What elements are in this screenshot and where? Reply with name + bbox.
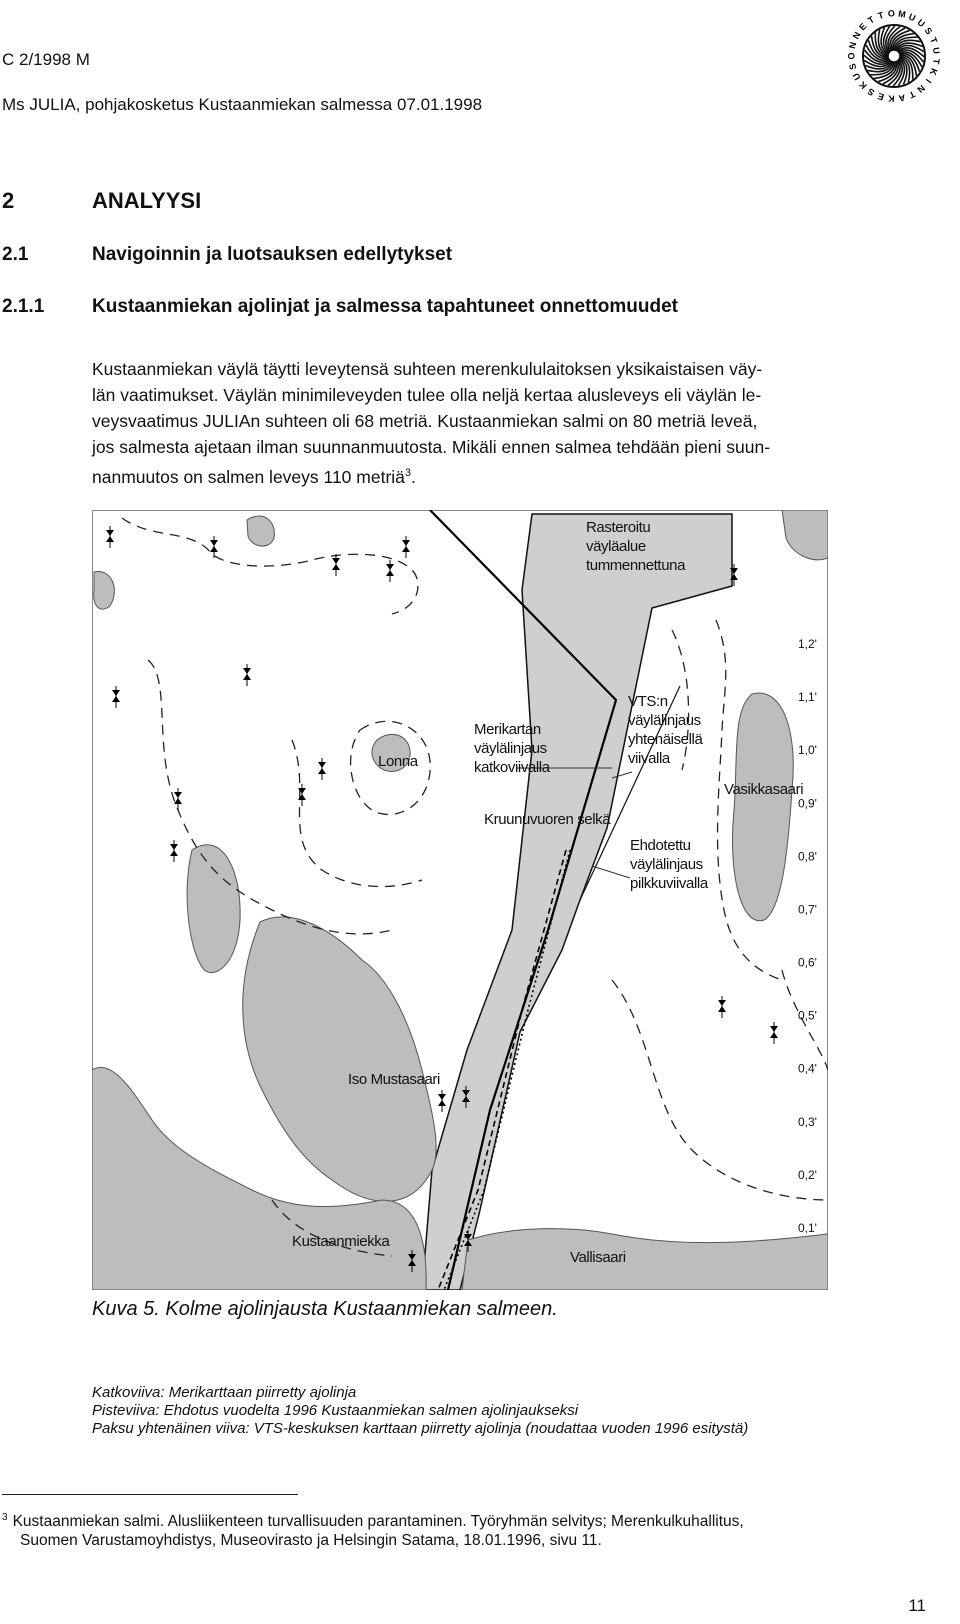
logo-letter: T [876,9,885,22]
scale-tick-label: 0,2' [798,1167,817,1182]
document-id: C 2/1998 M [2,50,90,69]
logo-letter: O [887,8,896,19]
logo-letter: T [907,88,917,101]
logo-letter: U [850,71,863,82]
map-label-meri-3: katkoviivalla [474,759,550,776]
body-line: län vaatimukset. Väylän minimileveyden tulee olla neljä kertaa alusleveys eli väylän le- [92,385,762,405]
map-label-ehd-2: väylälinjaus [630,856,703,873]
logo-letter: O [846,52,857,60]
caption-notes [92,1384,748,1438]
logo-letter: S [847,62,859,71]
scale-tick-label: 1,2' [798,637,817,651]
subsubsection-title: Kustaanmiekan ajolinjat ja salmessa tapahtuneet onnettomuudet [92,296,678,317]
logo-letter: M [897,8,907,20]
subsection-heading [0,244,800,270]
section-heading [0,188,400,218]
logo-letter: U [930,46,942,55]
caption-note: Katkoviiva: Merikarttaan piirretty ajolinja [92,1384,357,1401]
map-label-vallisaari: Vallisaari [570,1249,626,1266]
logo-letter: S [865,86,877,98]
body-paragraph [92,356,940,490]
footnote-line-2: Suomen Varustamoyhdistys, Museovirasto ja Helsingin Satama, 18.01.1996, sivu 11. [20,1532,602,1549]
footnote [2,1508,932,1550]
map-label-meri-1: Merikartan [474,721,541,738]
body-line: veysvaatimus JULIAn suhteen oli 68 metriä. Kustaanmiekan salmi on 80 metriä leveä, [92,411,758,431]
scale-tick-label: 0,9' [798,796,817,811]
logo-letter: A [897,92,907,104]
map-label-vts-1: VTS:n [628,693,668,710]
scale-tick-label: 0,6' [798,955,817,970]
footnote-line-1 [2,1508,932,1531]
caption-note: Paksu yhtenäinen viiva: VTS-keskuksen karttaan piirretty ajolinja (noudattaa vuoden 1996 esitystä) [92,1420,749,1437]
scale-tick-label: 1,0' [798,743,817,758]
logo-letter: T [866,14,877,26]
fairway-map [92,510,828,1295]
body-last-text: nanmuutos on salmen leveys 110 metriä [92,466,405,487]
body-line: Kustaanmiekan väylä täytti leveytensä suhteen merenkululaitoksen yksikaistaisen väy- [92,359,763,379]
subsubsection-number: 2.1.1 [2,296,45,317]
logo-letter: T [930,57,942,65]
map-label-kruunuvuoren: Kruunuvuoren selkä [484,811,611,828]
logo-letter: U [907,11,918,24]
figure-caption: Kuva 5. Kolme ajolinjausta Kustaanmiekan salmeen. [92,1298,558,1320]
map-label-meri-2: väylälinjaus [474,740,547,757]
caption-note: Pisteviiva: Ehdotus vuodelta 1996 Kustaanmiekan salmen ajolinjaukseksi [92,1402,579,1419]
footnote-marker: 3 [2,1512,8,1523]
scale-tick-label: 0,7' [798,902,817,917]
scale-tick-label: 0,8' [798,849,817,864]
scale-tick-label: 0,1' [798,1221,817,1235]
map-label-ehd-3: pilkkuviivalla [630,875,708,892]
logo-letter: E [876,90,886,103]
body-line: jos salmesta ajetaan ilman suunnanmuutosta. Mikäli ennen salmea tehdään pieni suun- [92,437,771,457]
agency-logo [842,4,946,113]
body-last-end: . [411,466,416,487]
logo-letter: I [923,77,934,86]
logo-letter: S [922,25,935,37]
logo-seal-icon [846,8,941,103]
map-label-kustaanmiekka: Kustaanmiekka [292,1233,390,1250]
logo-letter: U [915,17,927,30]
logo-letter: K [927,66,940,77]
map-svg [92,510,828,1290]
subsection-title: Navigoinnin ja luotsauksen edellytykset [92,244,453,265]
map-label-raster-2: väyläalue [586,538,646,555]
island-top-left [247,516,274,546]
subsection-number: 2.1 [2,244,29,265]
scale-tick-label: 0,4' [798,1061,817,1076]
logo-letter: N [915,82,927,95]
map-label-vts-2: väylälinjaus [628,712,701,729]
map-label-raster-3: tummennettuna [586,557,686,574]
map-label-iso-mustasaari: Iso Mustasaari [348,1071,440,1088]
scale-tick-label: 0,5' [798,1008,817,1023]
footnote-reference[interactable]: 3 [404,467,412,479]
logo-letter: N [850,30,863,41]
map-label-ehd-1: Ehdotettu [630,837,691,854]
map-label-vts-3: yhtenäisellä [628,731,703,748]
document-subtitle: Ms JULIA, pohjakosketus Kustaanmiekan salmessa 07.01.1998 [2,95,483,114]
scale-tick-label: 0,3' [798,1114,817,1129]
footnote-divider [2,1494,298,1495]
scale-tick-label: 1,1' [798,690,817,705]
subsubsection-heading [0,296,900,322]
page-number: 11 [908,1596,926,1615]
map-label-raster-1: Rasteroitu [586,519,651,536]
logo-letter: K [887,93,895,104]
logo-letter: K [857,79,869,91]
section-title: ANALYYSI [92,188,202,213]
logo-letter: T [927,35,940,45]
body-line-last [92,460,940,490]
section-number: 2 [2,188,15,213]
map-label-vasikkasaari: Vasikkasaari [724,781,804,798]
footnote-text-1: Kustaanmiekan salmi. Alusliikenteen turvallisuuden parantaminen. Työryhmän selvitys; Merenkulkuhallitus, [12,1513,744,1530]
logo-letter: E [857,21,869,33]
map-label-vts-4: viivalla [628,750,670,767]
logo-letter: N [847,41,859,50]
map-label-lonna: Lonna [378,753,418,770]
